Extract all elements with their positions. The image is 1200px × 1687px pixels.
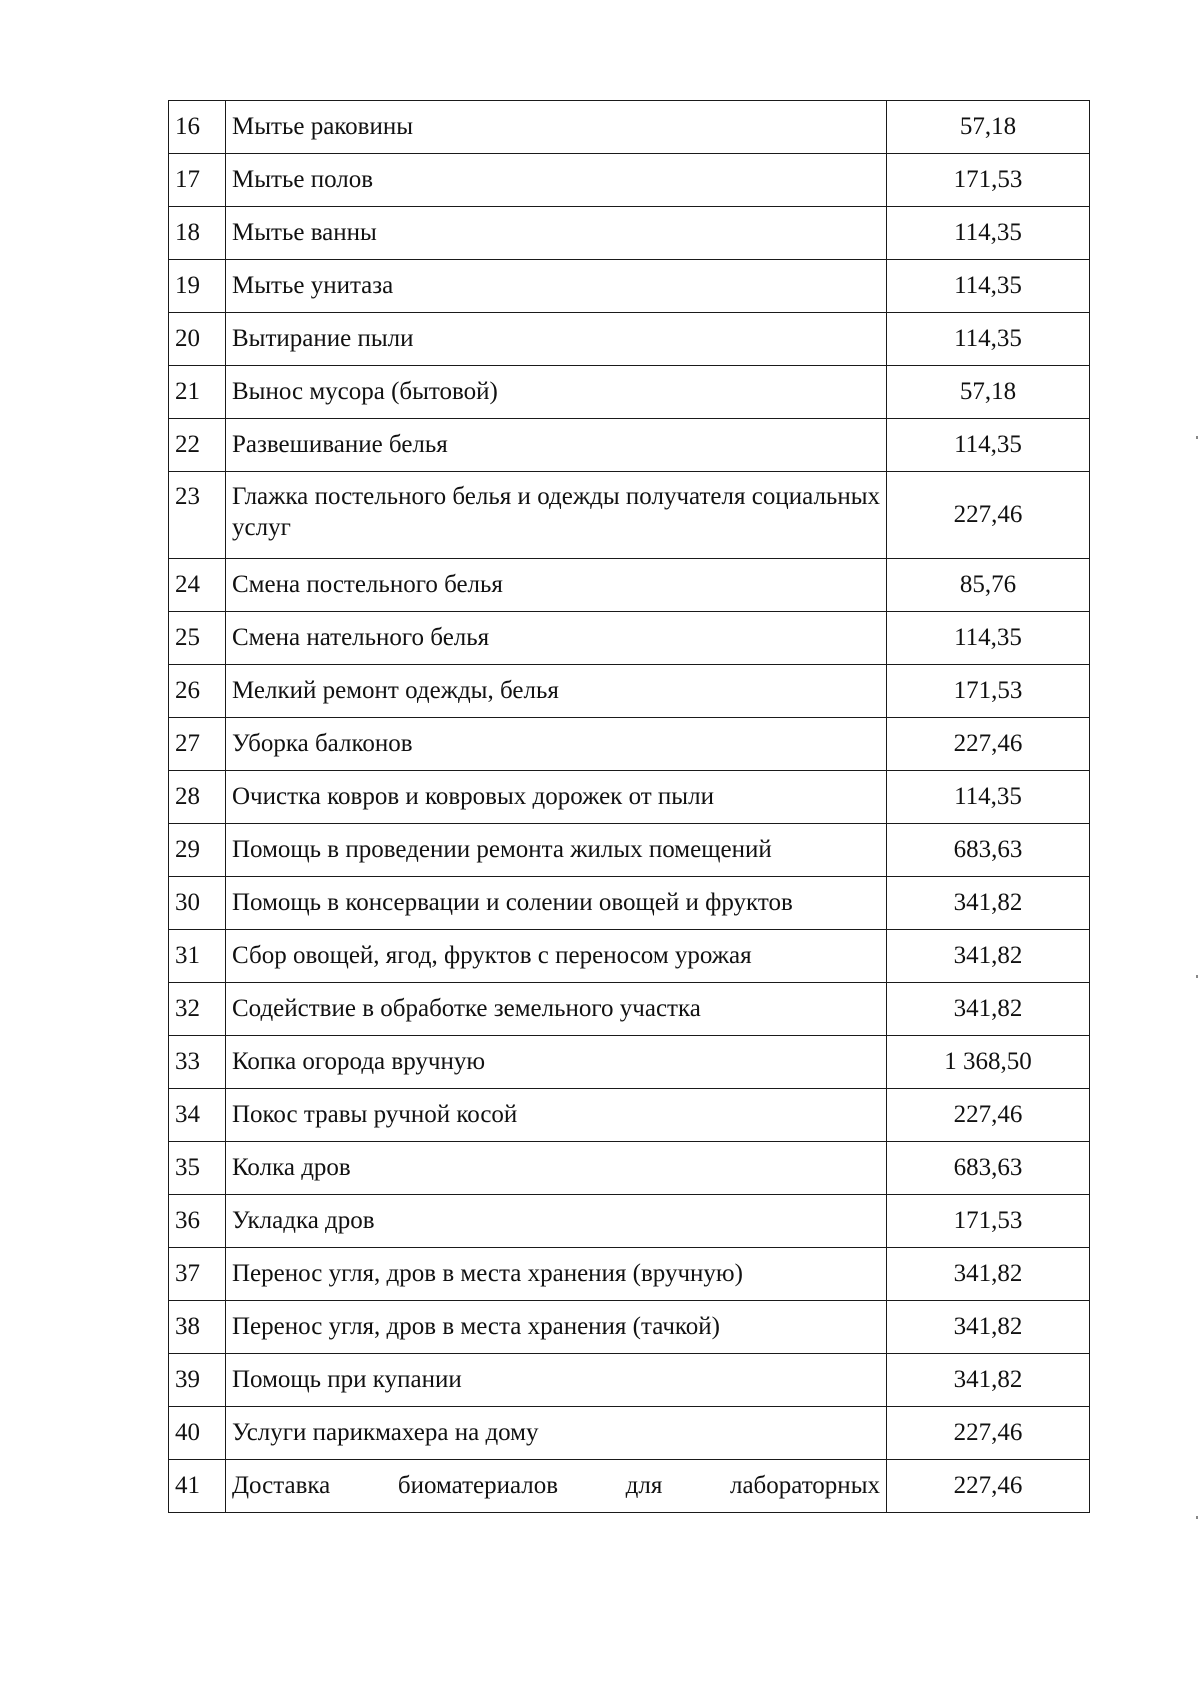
row-number: 20 [169, 313, 226, 366]
service-price: 227,46 [887, 1460, 1090, 1513]
service-price: 85,76 [887, 559, 1090, 612]
table-row [169, 154, 1090, 207]
service-name: Мытье унитаза [226, 260, 887, 313]
service-price: 57,18 [887, 366, 1090, 419]
service-price: 171,53 [887, 154, 1090, 207]
service-price: 114,35 [887, 260, 1090, 313]
row-number: 17 [169, 154, 226, 207]
row-number: 19 [169, 260, 226, 313]
row-number: 18 [169, 207, 226, 260]
service-price: 227,46 [887, 1089, 1090, 1142]
table-row [169, 1301, 1090, 1354]
row-number: 35 [169, 1142, 226, 1195]
table-row [169, 930, 1090, 983]
service-name: Сбор овощей, ягод, фруктов с переносом урожая [226, 930, 887, 983]
row-number: 23 [169, 472, 226, 559]
table-row [169, 877, 1090, 930]
row-number: 21 [169, 366, 226, 419]
table-row [169, 1460, 1090, 1513]
service-price: 114,35 [887, 771, 1090, 824]
row-number: 32 [169, 983, 226, 1036]
row-number: 38 [169, 1301, 226, 1354]
service-name: Вытирание пыли [226, 313, 887, 366]
row-number: 33 [169, 1036, 226, 1089]
table-row [169, 260, 1090, 313]
table-row [169, 824, 1090, 877]
service-name: Вынос мусора (бытовой) [226, 366, 887, 419]
service-name: Укладка дров [226, 1195, 887, 1248]
table-row [169, 718, 1090, 771]
service-price: 114,35 [887, 419, 1090, 472]
service-name: Мытье раковины [226, 101, 887, 154]
service-name: Развешивание белья [226, 419, 887, 472]
row-number: 24 [169, 559, 226, 612]
service-price: 227,46 [887, 1407, 1090, 1460]
table-row [169, 1142, 1090, 1195]
row-number: 31 [169, 930, 226, 983]
service-price: 227,46 [887, 718, 1090, 771]
service-name: Покос травы ручной косой [226, 1089, 887, 1142]
service-name: Доставка биоматериалов для лабораторных [226, 1460, 887, 1513]
service-name: Мытье полов [226, 154, 887, 207]
service-price: 341,82 [887, 877, 1090, 930]
service-name: Мытье ванны [226, 207, 887, 260]
service-name: Глажка постельного белья и одежды получателя социальных услуг [226, 472, 887, 559]
row-number: 27 [169, 718, 226, 771]
services-price-table [168, 100, 1090, 1513]
service-name: Смена постельного белья [226, 559, 887, 612]
service-price: 114,35 [887, 207, 1090, 260]
service-price: 341,82 [887, 930, 1090, 983]
table-row [169, 419, 1090, 472]
table-row [169, 101, 1090, 154]
service-price: 171,53 [887, 1195, 1090, 1248]
row-number: 28 [169, 771, 226, 824]
row-number: 34 [169, 1089, 226, 1142]
service-price: 171,53 [887, 665, 1090, 718]
table-row [169, 1036, 1090, 1089]
table-row [169, 313, 1090, 366]
table-row [169, 1354, 1090, 1407]
table-row [169, 771, 1090, 824]
service-price: 341,82 [887, 1248, 1090, 1301]
row-number: 22 [169, 419, 226, 472]
service-name: Колка дров [226, 1142, 887, 1195]
service-name: Очистка ковров и ковровых дорожек от пыли [226, 771, 887, 824]
service-name: Услуги парикмахера на дому [226, 1407, 887, 1460]
row-number: 29 [169, 824, 226, 877]
service-price: 683,63 [887, 1142, 1090, 1195]
row-number: 16 [169, 101, 226, 154]
table-row [169, 983, 1090, 1036]
service-price: 227,46 [887, 472, 1090, 559]
scan-speck [1196, 436, 1198, 439]
table-row [169, 472, 1090, 559]
row-number: 39 [169, 1354, 226, 1407]
row-number: 30 [169, 877, 226, 930]
service-price: 114,35 [887, 612, 1090, 665]
row-number: 41 [169, 1460, 226, 1513]
service-name: Копка огорода вручную [226, 1036, 887, 1089]
scan-speck [1196, 1516, 1198, 1519]
table-row [169, 612, 1090, 665]
row-number: 37 [169, 1248, 226, 1301]
row-number: 25 [169, 612, 226, 665]
service-price: 341,82 [887, 983, 1090, 1036]
service-name: Помощь в проведении ремонта жилых помещений [226, 824, 887, 877]
scan-speck [1196, 975, 1198, 978]
table-row [169, 1248, 1090, 1301]
service-name: Помощь в консервации и солении овощей и фруктов [226, 877, 887, 930]
service-price: 57,18 [887, 101, 1090, 154]
service-price: 114,35 [887, 313, 1090, 366]
service-price: 1 368,50 [887, 1036, 1090, 1089]
table-row [169, 559, 1090, 612]
service-name: Содействие в обработке земельного участка [226, 983, 887, 1036]
service-price: 341,82 [887, 1301, 1090, 1354]
service-name: Смена нательного белья [226, 612, 887, 665]
service-name: Перенос угля, дров в места хранения (вручную) [226, 1248, 887, 1301]
service-price: 341,82 [887, 1354, 1090, 1407]
service-name: Уборка балконов [226, 718, 887, 771]
table-row [169, 366, 1090, 419]
row-number: 36 [169, 1195, 226, 1248]
service-name: Помощь при купании [226, 1354, 887, 1407]
row-number: 40 [169, 1407, 226, 1460]
table-row [169, 1195, 1090, 1248]
table-row [169, 1407, 1090, 1460]
service-name: Перенос угля, дров в места хранения (тачкой) [226, 1301, 887, 1354]
table-row [169, 665, 1090, 718]
service-price: 683,63 [887, 824, 1090, 877]
row-number: 26 [169, 665, 226, 718]
table-row [169, 207, 1090, 260]
table-row [169, 1089, 1090, 1142]
service-name: Мелкий ремонт одежды, белья [226, 665, 887, 718]
